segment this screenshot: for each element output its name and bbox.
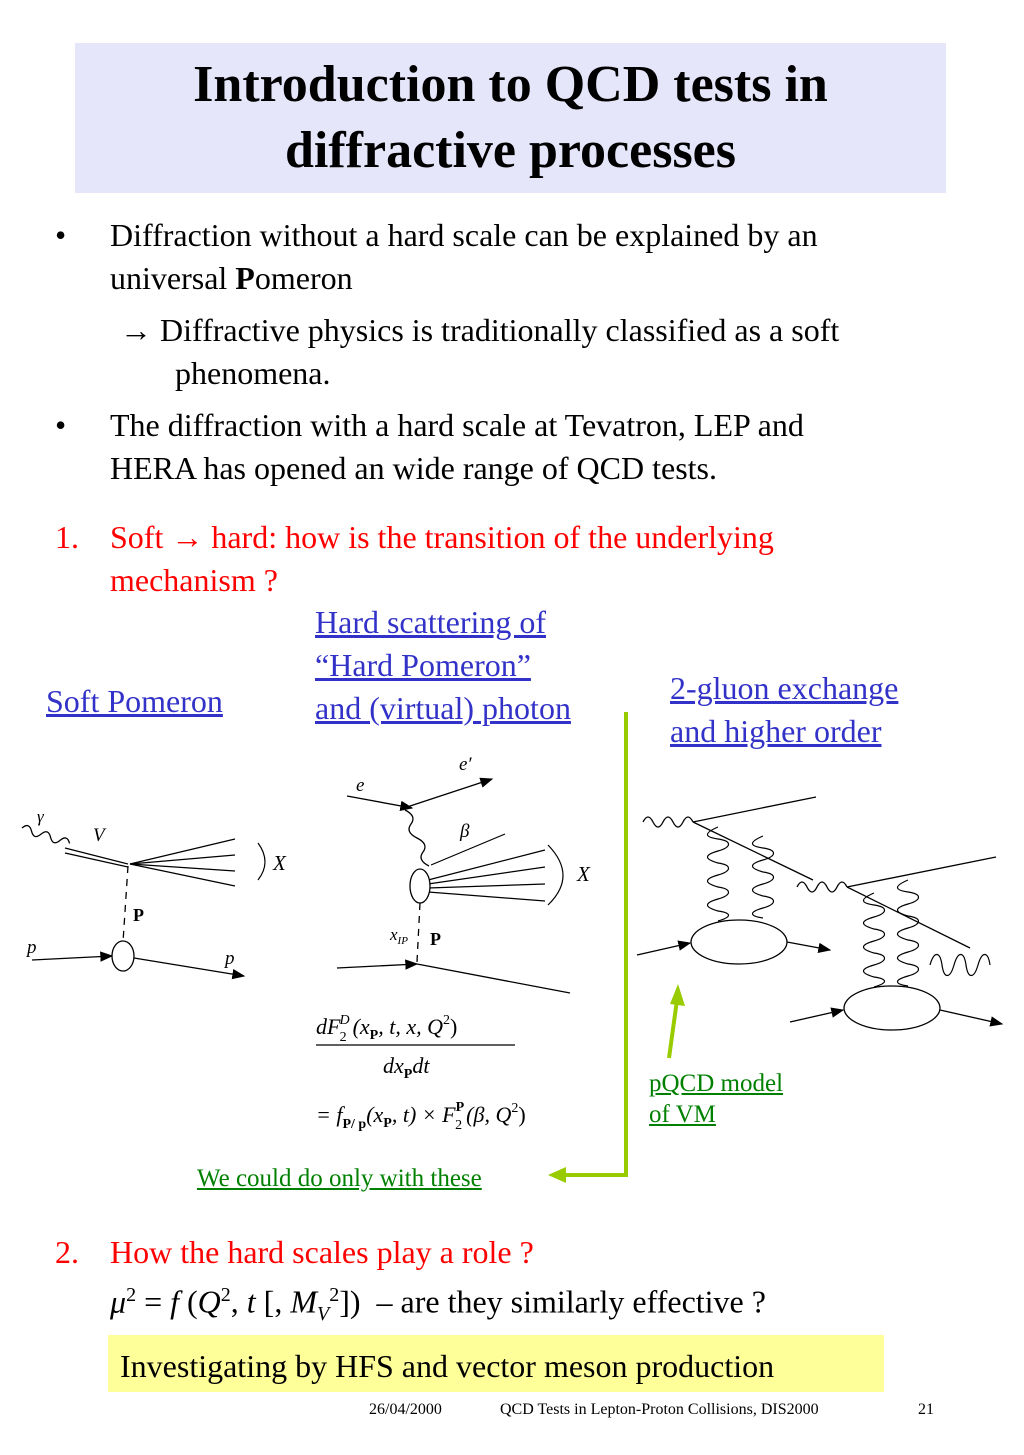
hard-blob <box>410 869 430 903</box>
formula-num-args: (x <box>352 1014 370 1039</box>
gluon1-proton-out <box>787 942 830 950</box>
item-2-line-1: How the hard scales play a role ? <box>110 1234 534 1270</box>
formula-rhs-tail: (β, Q <box>466 1102 512 1127</box>
footer-page-number: 21 <box>918 1401 934 1418</box>
eq-equals: = <box>136 1283 171 1320</box>
two-gluon-diagram-2 <box>790 857 1002 1030</box>
hard-x-bracket <box>548 845 563 905</box>
pqcd-line-2: of VM <box>649 1101 716 1128</box>
x-bracket <box>258 843 265 880</box>
hard-pomeron-label: P <box>430 929 441 949</box>
hard-link-line-2: “Hard Pomeron” <box>315 647 531 683</box>
eq-q-sup: 2 <box>220 1284 231 1306</box>
bullet-1-suffix: omeron <box>254 260 353 296</box>
proton-in <box>32 956 112 960</box>
eq-t: t <box>246 1283 256 1320</box>
arrow-line-2: phenomena. <box>175 355 331 391</box>
hard-proton-out <box>417 964 570 993</box>
formula-num-args-sub: P <box>369 1028 379 1043</box>
item-2-number: 2. <box>55 1234 79 1270</box>
formula-numerator <box>316 1013 457 1045</box>
vector-meson-line-2 <box>65 853 128 867</box>
green-up-arrow <box>669 1000 677 1058</box>
eq-paren-open: ( <box>179 1283 198 1320</box>
electron-in <box>347 796 412 808</box>
hard-xip-label <box>389 925 408 947</box>
eq-m-sub: V <box>316 1303 330 1326</box>
eq-m: M <box>290 1283 317 1320</box>
formula-rhs-F-sup: P <box>455 1100 465 1115</box>
two-gluon-diagram-1 <box>637 797 830 964</box>
hadron-line-4 <box>428 884 545 888</box>
gluon2-quark-bottom <box>847 887 970 948</box>
hard-x-label: X <box>577 862 590 886</box>
gluon-link-line-2: and higher order <box>670 713 882 749</box>
formula-rhs-eq: = f <box>316 1102 343 1127</box>
bullet-2-line-2: HERA has opened an wide range of QCD tests. <box>110 450 717 486</box>
virtual-photon <box>405 810 429 866</box>
soft-p-left-label: p <box>27 937 37 958</box>
item-1-line-2: mechanism ? <box>110 562 278 598</box>
formula-rhs-F-sub: 2 <box>455 1118 463 1133</box>
gluon1-proton-blob <box>691 920 787 964</box>
gluon1-proton-in <box>637 943 690 955</box>
formula-rhs-args-sub: P <box>383 1116 392 1131</box>
gluon1-quark-top <box>693 797 816 822</box>
formula-den-rest: dt <box>412 1053 430 1078</box>
formula-num-args-sup: 2 <box>443 1013 450 1028</box>
formula-num-df: dF <box>316 1014 341 1039</box>
formula-rhs-f-sub: P/ p <box>342 1117 367 1132</box>
gluon2-coil-right <box>898 880 919 986</box>
footer-title: QCD Tests in Lepton-Proton Collisions, DIS2000 <box>500 1401 819 1418</box>
pqcd-line-1: pQCD model <box>649 1070 784 1097</box>
soft-v-label: V <box>93 825 105 846</box>
gluon1-coil-left <box>708 827 729 921</box>
green-up-arrowhead <box>670 984 685 1006</box>
bullet-1-line-1: Diffraction without a hard scale can be explained by an <box>110 217 818 253</box>
x-line-2 <box>130 855 235 864</box>
hard-link-line-1: Hard scattering of <box>315 604 547 640</box>
bullet-1-bold-p: P <box>235 260 255 296</box>
item-2-equation <box>110 1274 766 1336</box>
item-1-number: 1. <box>55 519 79 555</box>
bullet-2-line-1: The diffraction with a hard scale at Tevatron, LEP and <box>110 407 804 443</box>
formula-num-args-rest: , t, x, Q <box>378 1014 443 1039</box>
formula-num-close: ) <box>450 1014 458 1039</box>
hard-scattering-diagram <box>337 779 570 993</box>
gluon-link-line-1: 2-gluon exchange <box>670 670 899 706</box>
gluon2-quark-top <box>847 857 996 887</box>
pomeron-dashed <box>123 866 128 942</box>
soft-gamma-label: γ <box>37 807 44 826</box>
item-1-line-1: Soft → hard: how is the transition of the underlying <box>110 519 774 555</box>
hard-link-line-3: and (virtual) photon <box>315 690 571 726</box>
hard-xip-x: x <box>390 925 398 944</box>
soft-x-label: X <box>273 851 286 875</box>
gluon2-extra-gluon <box>930 955 990 976</box>
gluon2-photon-wave <box>797 882 847 892</box>
title-line-1: Introduction to QCD tests in <box>193 56 828 113</box>
formula-den-sub: P <box>403 1067 413 1082</box>
formula-denominator <box>383 1053 430 1082</box>
formula-num-sup: D <box>339 1013 350 1028</box>
eq-bracket: [, <box>255 1283 291 1320</box>
bullet-marker-2: • <box>55 407 67 443</box>
hard-pomeron-dashed <box>417 903 420 962</box>
eq-mu: μ <box>110 1283 127 1320</box>
green-bracket-arrow <box>555 712 626 1175</box>
gluon1-coil-right <box>753 836 774 918</box>
gluon2-proton-in <box>790 1010 843 1022</box>
eq-comma: , <box>230 1283 247 1320</box>
eq-f: f <box>170 1283 179 1320</box>
gluon2-coil-left <box>864 893 885 987</box>
gluon2-proton-blob <box>844 986 940 1030</box>
proton-blob <box>112 941 134 971</box>
gluon1-photon-wave <box>643 817 693 827</box>
gluon2-proton-out <box>940 1010 1002 1024</box>
eq-m-sup: 2 <box>329 1284 340 1306</box>
we-could-link[interactable]: We could do only with these <box>197 1165 482 1192</box>
hard-e-label: e <box>356 775 365 796</box>
formula-rhs-args-rest: , t) × F <box>391 1102 456 1127</box>
bullet-marker-1: • <box>55 217 67 253</box>
hadron-line-5 <box>428 892 545 901</box>
electron-out <box>404 779 492 808</box>
photon-wave <box>21 824 71 847</box>
soft-pomeron-label: P <box>133 905 144 925</box>
eq-close: ]) <box>339 1283 361 1320</box>
bullet-1-prefix: universal <box>110 260 236 296</box>
x-line-1 <box>130 839 235 864</box>
hard-proton-in <box>337 964 417 968</box>
pqcd-model-link[interactable] <box>649 1068 783 1130</box>
formula-rhs-tail-sup: 2 <box>511 1101 519 1116</box>
formula-rhs <box>316 1100 526 1133</box>
soft-pomeron-link[interactable]: Soft Pomeron <box>46 683 223 719</box>
highlight-text: Investigating by HFS and vector meson production <box>120 1348 775 1384</box>
hard-e-prime-label: e′ <box>459 754 472 775</box>
hard-beta-label: β <box>460 821 470 842</box>
soft-p-right-label: p <box>225 948 235 969</box>
formula-den-dx: dx <box>383 1053 404 1078</box>
formula <box>316 1013 526 1133</box>
eq-tail: – are they similarly effective ? <box>360 1283 766 1320</box>
arrow-line-1: → Diffractive physics is traditionally classified as a soft <box>120 312 840 348</box>
title-line-2: diffractive processes <box>284 122 736 179</box>
eq-q: Q <box>197 1283 221 1320</box>
eq-mu-sup: 2 <box>126 1284 137 1306</box>
formula-rhs-close: ) <box>518 1102 526 1127</box>
formula-num-sub: 2 <box>339 1030 347 1045</box>
formula-rhs-args: (x <box>366 1102 384 1127</box>
footer-date: 26/04/2000 <box>369 1401 442 1418</box>
hard-xip-sub: IP <box>397 935 408 947</box>
vector-meson-line-1 <box>65 848 128 864</box>
green-bracket-arrowhead <box>548 1167 566 1183</box>
